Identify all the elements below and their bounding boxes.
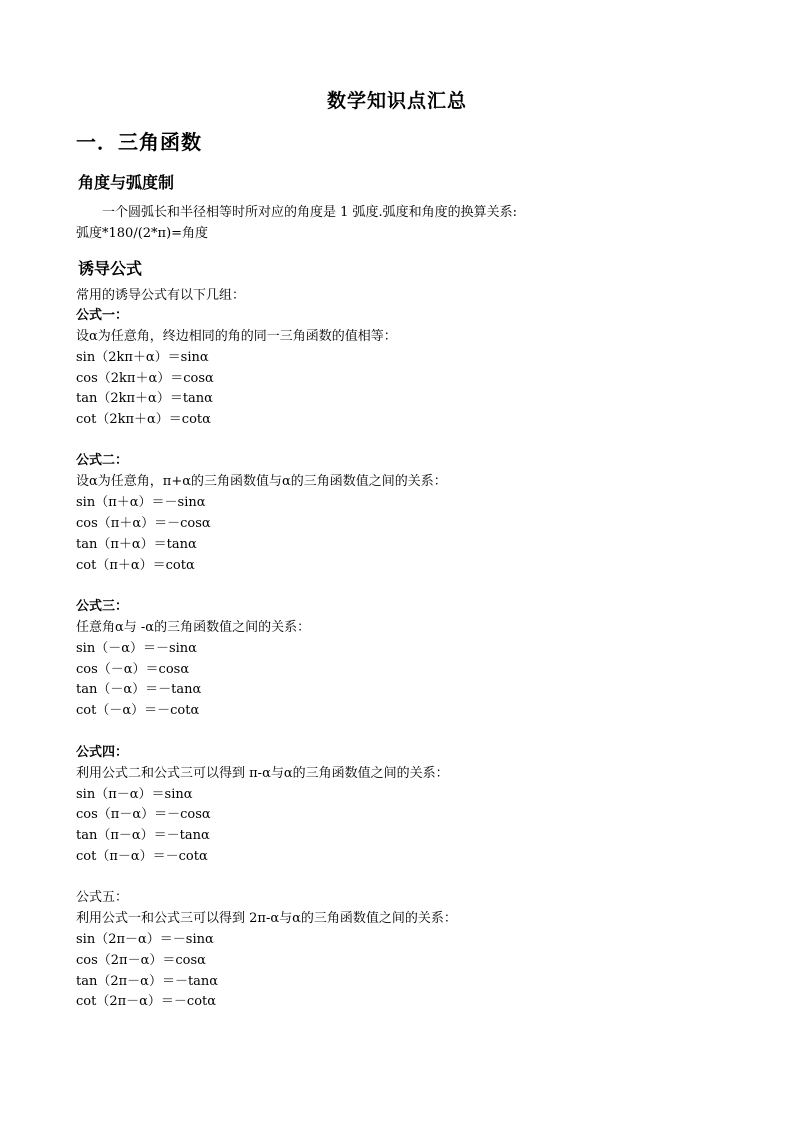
formula-group-5-desc: 利用公式一和公式三可以得到 2π-α与α的三角函数值之间的关系： (76, 911, 457, 926)
induction-intro: 常用的诱导公式有以下几组： (76, 288, 246, 303)
formula-line: cot（2kπ＋α）＝cotα (76, 412, 211, 427)
formula-line: sin（π＋α）＝－sinα (76, 495, 206, 510)
formula-line: sin（π－α）＝sinα (76, 787, 193, 802)
subheading-induction: 诱导公式 (78, 259, 143, 278)
formula-group-4-desc: 利用公式二和公式三可以得到 π-α与α的三角函数值之间的关系： (76, 766, 449, 781)
formula-line: sin（－α）＝－sinα (76, 641, 197, 656)
formula-group-5-label: 公式五： (76, 890, 129, 905)
formula-line: cot（π＋α）＝cotα (76, 558, 195, 573)
formula-line: cos（－α）＝cosα (76, 662, 190, 677)
formula-group-4-label: 公式四： (76, 745, 129, 760)
subheading-angle-radian: 角度与弧度制 (78, 173, 175, 192)
formula-group-3-desc: 任意角α与 -α的三角函数值之间的关系： (76, 620, 311, 635)
formula-line: tan（π－α）＝－tanα (76, 828, 210, 843)
formula-line: cot（π－α）＝－cotα (76, 849, 208, 864)
formula-line: cos（π－α）＝－cosα (76, 807, 211, 822)
formula-group-2-label: 公式二： (76, 453, 129, 468)
document-title: 数学知识点汇总 (326, 90, 467, 112)
angle-radian-paragraph (76, 202, 736, 244)
formula-line: cos（2π－α）＝cosα (76, 953, 206, 968)
formula-group-1-desc: 设α为任意角，终边相同的角的同一三角函数的值相等： (76, 329, 397, 344)
formula-line: tan（π＋α）＝tanα (76, 537, 197, 552)
angle-radian-formula: 弧度*180/(2*π)=角度 (76, 226, 209, 241)
formula-line: tan（2kπ＋α）＝tanα (76, 391, 213, 406)
formula-line: cos（2kπ＋α）＝cosα (76, 371, 214, 386)
formula-line: cos（π＋α）＝－cosα (76, 516, 211, 531)
formula-line: tan（－α）＝－tanα (76, 682, 202, 697)
formula-line: cot（－α）＝－cotα (76, 703, 200, 718)
formula-line: cot（2π－α）＝－cotα (76, 994, 217, 1009)
angle-radian-text: 一个圆弧长和半径相等时所对应的角度是 1 弧度.弧度和角度的换算关系: (102, 205, 518, 220)
formula-line: sin（2π－α）＝－sinα (76, 932, 214, 947)
formula-group-2-desc: 设α为任意角，π+α的三角函数值与α的三角函数值之间的关系： (76, 474, 447, 489)
section-heading: 一．三角函数 (76, 130, 202, 154)
formula-group-3-label: 公式三： (76, 599, 129, 614)
formula-line: tan（2π－α）＝－tanα (76, 974, 219, 989)
formula-line: sin（2kπ＋α）＝sinα (76, 350, 209, 365)
formula-group-1-label: 公式一： (76, 308, 129, 323)
